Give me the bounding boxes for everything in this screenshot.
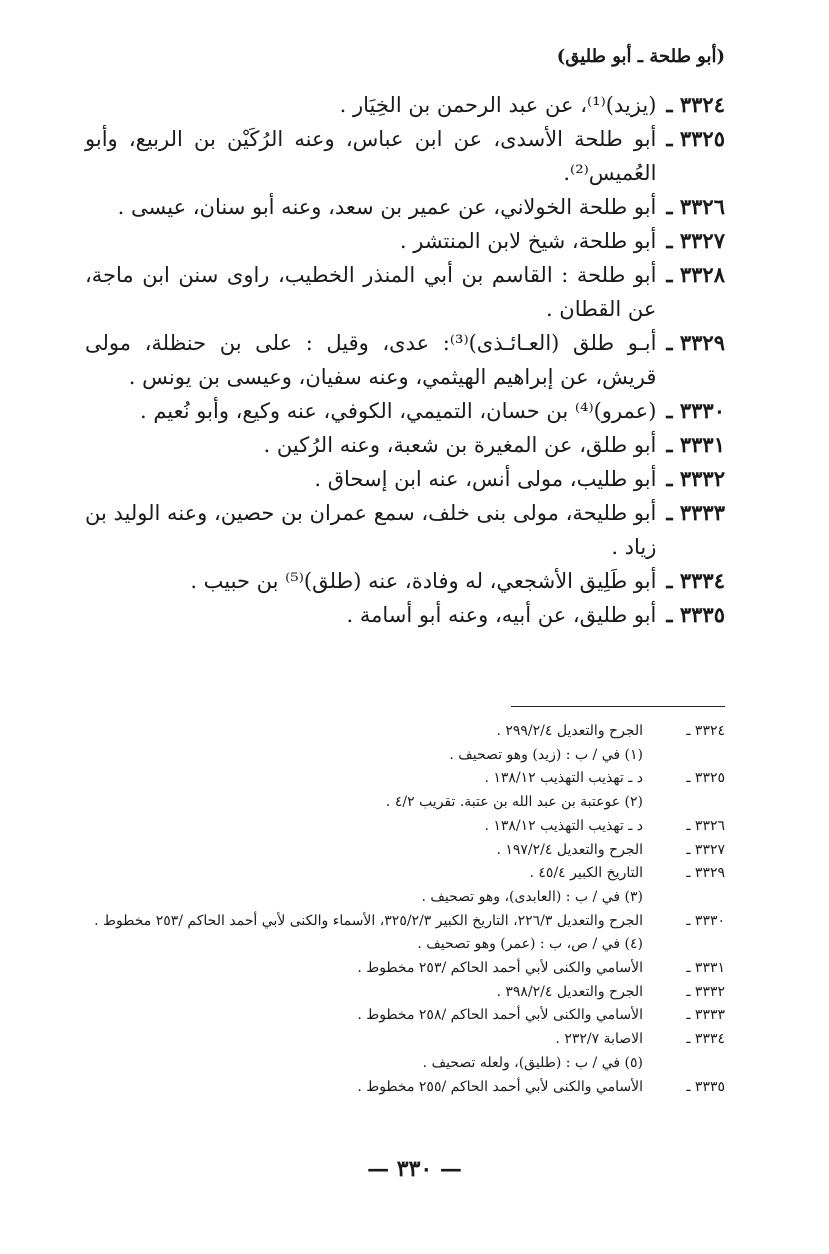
entry-number: ٣٣٣٥ ـ [666,602,725,627]
footnote [85,910,725,934]
entry-text: أبو طَلِيق الأشجعي، له وفادة، عنه (طلق)⁽⁵⁾ بن حبيب . [190,569,657,593]
entry [85,88,725,122]
footnote-text: (١) في / ب : (زيد) وهو تصحيف . [449,746,643,763]
footnote-text: (٢) عوعتبة بن عبد الله بن عتبة. تقريب ٤/٢ . [385,794,643,811]
entry-text: (عمرو)⁽⁴⁾ بن حسان، التميمي، الكوفي، عنه وكيع، وأبو نُعيم . [139,399,657,423]
entry-number: ٣٣٢٩ ـ [666,330,725,355]
footnote [85,839,725,863]
footnote-text: د ـ تهذيب التهذيب ١٣٨/١٢ . [484,817,643,834]
entries-list [85,88,725,632]
footnote-ref-number: ٣٣٢٥ ـ [686,770,725,787]
entry-number: ٣٣٣٤ ـ [666,568,725,593]
entry-text: أبو طليب، مولى أنس، عنه ابن إسحاق . [314,467,657,491]
entry-number: ٣٣٣١ ـ [666,432,725,457]
footnote [85,744,725,768]
entry-number: ٣٣٢٧ ـ [666,228,725,253]
footnote-text: الأسامي والكنى لأبي أحمد الحاكم /٢٥٨ مخطوط . [357,1007,643,1024]
footnote-ref-number: ٣٣٣٣ ـ [686,1007,725,1024]
footnote-ref-number: ٣٣٢٧ ـ [686,841,725,858]
entry-text: أبو طليحة، مولى بنى خلف، سمع عمران بن حصين، وعنه الوليد بن زياد . [85,501,657,559]
footnote-ref-number: ٣٣٢٩ ـ [686,865,725,882]
footnote-text: الجرح والتعديل ٢٩٩/٢/٤ . [496,723,643,739]
page-number: — ٣٣٠ — [367,1156,462,1182]
entry-number: ٣٣٣٣ ـ [666,500,725,525]
footnote [85,886,725,910]
entry [85,496,725,564]
entry [85,598,725,632]
footnote-text: (٤) في / ص، ب : (عمر) وهو تصحيف . [417,936,643,953]
footnote [85,815,725,839]
footnote [85,981,725,1005]
footnote-ref-number: ٣٣٣١ ـ [686,960,725,977]
footnote-separator [511,706,725,707]
entry-number: ٣٣٢٤ ـ [666,92,725,117]
entry [85,326,725,394]
entry-text: أبو طلحة الأسدى، عن ابن عباس، وعنه الرُكَيْن بن الربيع، وأبو العُميس⁽²⁾. [85,127,657,185]
entry [85,428,725,462]
footnote [85,957,725,981]
entry [85,122,725,190]
footnote-ref-number: ٣٣٣٤ ـ [686,1031,725,1048]
footnote [85,1004,725,1028]
footnote-text: الجرح والتعديل ١٩٧/٢/٤ . [496,841,643,858]
footnote [85,720,725,744]
footnote-text: الاصابة ٢٣٢/٧ . [555,1031,643,1048]
entry [85,564,725,598]
entry-number: ٣٣٣٠ ـ [666,398,725,423]
entry-number: ٣٣٢٦ ـ [666,194,725,219]
entry-text: أبو طلحة : القاسم بن أبي المنذر الخطيب، راوى سنن ابن ماجة، عن القطان . [85,263,657,321]
footnote-ref-number: ٣٣٣٥ ـ [686,1078,725,1095]
entry-text: أبو طليق، عن أبيه، وعنه أبو أسامة . [346,603,657,627]
entry-text: (يزيد)⁽¹⁾، عن عبد الرحمن بن الخِيَار . [339,93,657,117]
footnote-text: د ـ تهذيب التهذيب ١٣٨/١٢ . [484,770,643,787]
entry [85,258,725,326]
entry-number: ٣٣٢٥ ـ [666,126,725,151]
footnote-text: (٥) في / ب : (طليق)، ولعله تصحيف . [422,1054,643,1071]
footnote [85,933,725,957]
footnote [85,767,725,791]
footnote-ref-number: ٣٣٢٤ ـ [686,723,725,739]
entry-text: أبو طلحة الخولاني، عن عمير بن سعد، وعنه أبو سنان، عيسى . [117,195,657,219]
footnote-ref-number: ٣٣٣٢ ـ [686,983,725,1000]
footnote-ref-number: ٣٣٣٠ ـ [686,912,725,929]
entry-text: أبو طلق، عن المغيرة بن شعبة، وعنه الرُكين . [263,433,657,457]
running-head: (أبو طلحة ـ أبو طليق) [556,46,725,67]
footnote [85,862,725,886]
footnote-text: التاريخ الكبير ٤٥/٤ . [529,865,643,882]
entry [85,394,725,428]
footnote [85,1052,725,1076]
footnote-ref-number: ٣٣٢٦ ـ [686,817,725,834]
footnote [85,1076,725,1100]
footnote-text: (٣) في / ب : (العابدى)، وهو تصحيف . [421,888,643,905]
entry-text: أبو طلحة، شيخ لابن المنتشر . [399,229,657,253]
entry [85,190,725,224]
entry-number: ٣٣٣٢ ـ [666,466,725,491]
footnotes-list [85,720,725,1099]
footnote-text: الأسامي والكنى لأبي أحمد الحاكم /٢٥٣ مخطوط . [357,960,643,977]
footnote-text: الجرح والتعديل ٣٩٨/٢/٤ . [496,983,643,1000]
footnote-text: الأسامي والكنى لأبي أحمد الحاكم /٢٥٥ مخطوط . [357,1078,643,1095]
entry-number: ٣٣٢٨ ـ [666,262,725,287]
footnote-text: الجرح والتعديل ٢٢٦/٣، التاريخ الكبير ٣٢٥/٢/٣، الأسماء والكنى لأبي أحمد الحاكم /٢٥٣ مخطوط . [94,912,643,929]
footnote [85,791,725,815]
entry [85,462,725,496]
entry [85,224,725,258]
entry-text: أبـو طلق (العـائـذى)⁽³⁾: عدى، وقيل : على بن حنظلة، مولى قريش، عن إبراهيم الهيثمي، وعنه سفيان، وعيسى بن يونس . [85,331,657,389]
footnote [85,1028,725,1052]
